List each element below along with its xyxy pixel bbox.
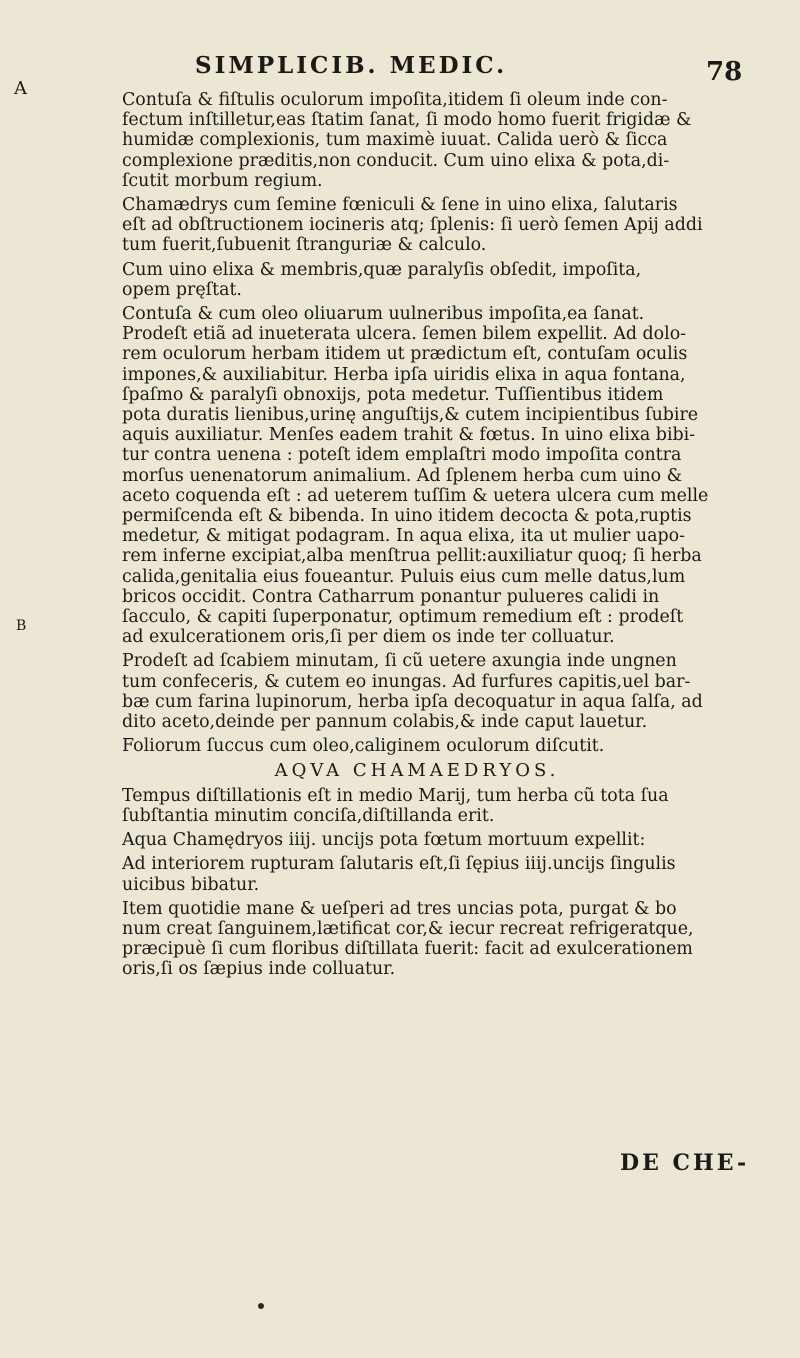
text-line: ſcutit morbum regium.: [122, 170, 323, 191]
text-line: rem inferne excipiat,alba menſtrua pellit:auxiliatur quoq; ſi herba: [122, 546, 702, 567]
text-line: Ad interiorem rupturam ſalutaris eſt,ſi ſępius iiij.uncijs ſingulis: [122, 854, 676, 875]
text-line: Chamædrys cum ſemine fœniculi & ſene in uino elixa, ſalutaris: [122, 195, 678, 216]
text-line: Prodeſt etiã ad inueterata ulcera. ſemen bilem expellit. Ad dolo-: [122, 324, 687, 345]
text-line: opem pręſtat.: [122, 279, 242, 300]
paragraph-group-2: [92, 786, 742, 980]
text-line: aceto coquenda eſt : ad ueterem tuſſim & uetera ulcera cum melle: [122, 485, 709, 506]
text-line: Tempus diſtillationis eſt in medio Marij, tum herba cũ tota ſua: [122, 785, 669, 806]
ink-dot: [258, 1303, 264, 1309]
text-block: [92, 90, 742, 984]
text-line: Contuſa & cum oleo oliuarum uulneribus impoſita,ea ſanat.: [122, 304, 645, 325]
paragraph: [92, 786, 742, 826]
catchword: DE CHE-: [620, 1150, 750, 1176]
paragraph: [92, 90, 742, 191]
text-line: pota duratis lienibus,urinę anguſtijs,& cutem incipientibus ſubire: [122, 405, 699, 426]
text-line: tum fuerit,ſubuenit ſtranguriæ & calculo.: [122, 235, 487, 256]
paragraph: [92, 854, 742, 894]
text-line: præcipuè ſi cum floribus diſtillata fuerit: facit ad exulcerationem: [122, 939, 693, 960]
text-line: ſacculo, & capiti ſuperponatur, optimum remedium eſt : prodeſt: [122, 607, 684, 628]
paragraph: [92, 304, 742, 647]
text-line: ſpaſmo & paralyſi obnoxijs, pota medetur. Tuſſientibus itidem: [122, 384, 664, 405]
text-line: Cum uino elixa & membris,quæ paralyſis obſedit, impoſita,: [122, 259, 642, 280]
text-line: eſt ad obſtructionem iocineris atq; ſplenis: ſi uerò ſemen Apij addi: [122, 215, 703, 236]
text-line: medetur, & mitigat podagram. In aqua elixa, ita ut mulier uapo-: [122, 526, 685, 547]
text-line: bricos occidit. Contra Catharrum ponantur pulueres calidi in: [122, 586, 660, 607]
paragraph: [92, 651, 742, 732]
running-head: SIMPLICIB. MEDIC.: [195, 52, 508, 79]
text-line: Aqua Chamędryos iiij. uncijs pota fœtum mortuum expellit:: [122, 830, 646, 851]
paragraph: [92, 260, 742, 300]
paragraph: [92, 899, 742, 980]
text-line: permiſcenda eſt & bibenda. In uino itidem decocta & pota,ruptis: [122, 506, 692, 527]
text-line: tur contra uenena : poteſt idem emplaſtri modo impoſita contra: [122, 445, 682, 466]
margin-mark-b: B: [16, 618, 27, 634]
text-line: oris,ſi os ſæpius inde colluatur.: [122, 959, 396, 980]
margin-mark-a: A: [14, 78, 27, 99]
text-line: rem oculorum herbam itidem ut prædictum eſt, contuſam oculis: [122, 344, 688, 365]
text-line: dito aceto,deinde per pannum colabis,& inde caput lauetur.: [122, 712, 648, 733]
paragraph-group-1: [92, 90, 742, 757]
text-line: complexione præditis,non conducit. Cum uino elixa & pota,di-: [122, 150, 670, 171]
text-line: bæ cum farina lupinorum, herba ipſa decoquatur in aqua ſalſa, ad: [122, 691, 703, 712]
paragraph: [92, 195, 742, 256]
folio-number: 78: [706, 57, 743, 87]
section-title: AQVA CHAMAEDRYOS.: [274, 759, 560, 781]
paragraph: [92, 830, 742, 850]
text-line: Prodeſt ad ſcabiem minutam, ſi cũ uetere axungia inde ungnen: [122, 651, 677, 672]
text-line: Foliorum ſuccus cum oleo,caliginem oculorum diſcutit.: [122, 736, 605, 757]
text-line: Item quotidie mane & ueſperi ad tres uncias pota, purgat & bo: [122, 898, 677, 919]
text-line: aquis auxiliatur. Menſes eadem trahit & fœtus. In uino elixa bibi-: [122, 425, 696, 446]
text-line: morſus uenenatorum animalium. Ad ſplenem herba cum uino &: [122, 465, 683, 486]
text-line: ad exulcerationem oris,ſi per diem os inde ter colluatur.: [122, 627, 615, 648]
text-line: uicibus bibatur.: [122, 874, 260, 895]
text-line: Contuſa & fiſtulis oculorum impoſita,itidem ſi oleum inde con-: [122, 90, 668, 110]
text-line: num creat ſanguinem,lætificat cor,& iecur recreat refrigeratque,: [122, 918, 694, 939]
text-line: impones,& auxiliabitur. Herba ipſa uiridis elixa in aqua fontana,: [122, 364, 686, 385]
text-line: fectum inſtilletur,eas ſtatim ſanat, ſi modo homo fuerit frigidæ &: [122, 110, 692, 131]
text-line: ſubſtantia minutim conciſa,diſtillanda erit.: [122, 805, 495, 826]
text-line: humidæ complexionis, tum maximè iuuat. Calida uerò & ſicca: [122, 130, 668, 151]
text-line: tum confeceris, & cutem eo inungas. Ad furfures capitis,uel bar-: [122, 671, 691, 692]
paragraph: [92, 736, 742, 756]
text-line: calida,genitalia eius foueantur. Puluis eius cum melle datus,lum: [122, 566, 686, 587]
